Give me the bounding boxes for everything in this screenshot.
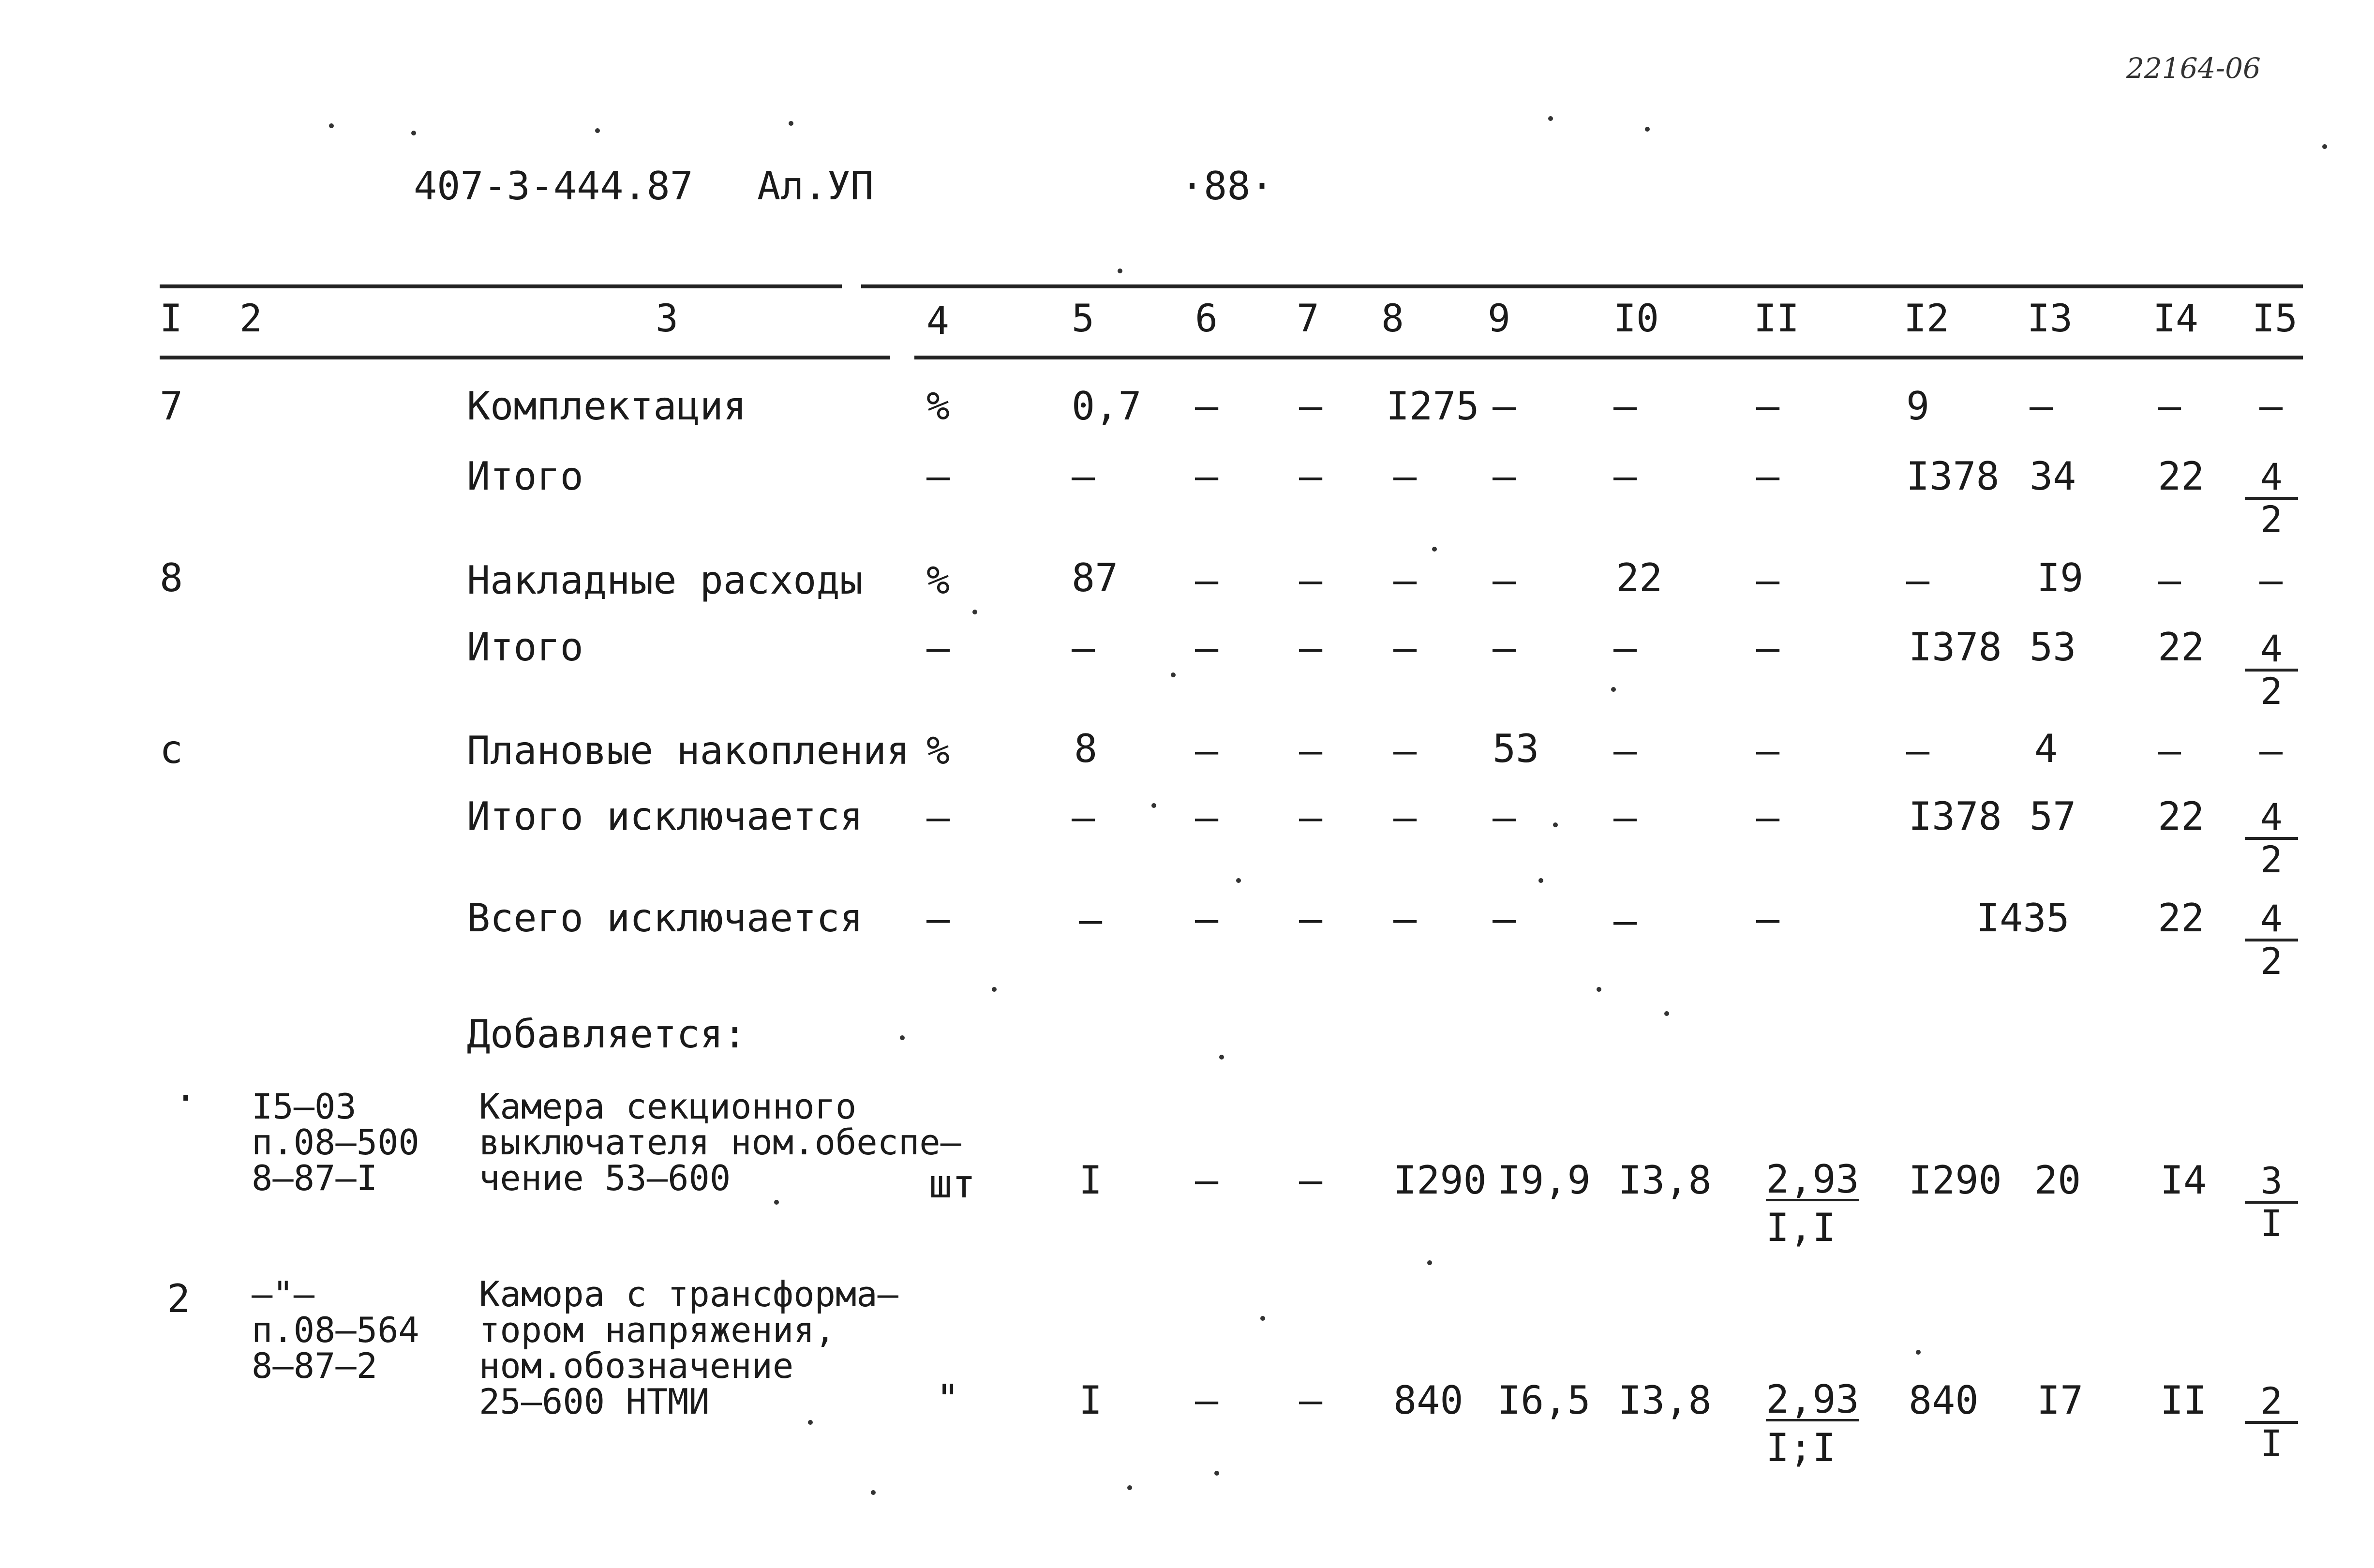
col11-value: – <box>1756 384 1780 429</box>
col6-value: – <box>1195 384 1219 429</box>
col13-value: 4 <box>2034 726 2058 771</box>
item-name: Плановые накопления <box>467 728 910 773</box>
fraction-denominator: 2 <box>2260 498 2283 541</box>
header-top-rule-right <box>861 284 2303 288</box>
fraction-denominator: 2 <box>2260 940 2283 983</box>
col7-value: – <box>1299 558 1323 603</box>
scan-speck <box>595 128 600 133</box>
col13-value: 20 <box>2034 1158 2081 1203</box>
col15-value: – <box>2259 728 2283 773</box>
scan-speck <box>1916 1350 1921 1355</box>
scan-speck <box>900 1035 905 1040</box>
col-header-13: I3 <box>2027 297 2073 341</box>
document-code: 407-3-444.87 <box>414 164 693 209</box>
col5-value: – <box>1079 897 1103 942</box>
price-code-line-2: п.08–500 <box>252 1122 419 1163</box>
col-header-10: I0 <box>1613 297 1659 341</box>
col5-value: – <box>1072 626 1095 671</box>
section-heading: Добавляется: <box>467 1012 747 1057</box>
fraction-numerator: 4 <box>2245 629 2298 672</box>
col7-value: – <box>1299 454 1323 499</box>
price-code-line-2: п.08–564 <box>252 1310 419 1350</box>
col10-value: – <box>1613 384 1637 429</box>
fraction-denominator: 2 <box>2260 838 2283 881</box>
col5-value: 87 <box>1072 555 1119 600</box>
scan-speck <box>2322 144 2327 149</box>
col10-value: – <box>1613 626 1637 671</box>
col11-numerator: 2,93 <box>1766 1157 1859 1202</box>
fraction-numerator: 3 <box>2245 1161 2298 1204</box>
scan-speck <box>1236 878 1241 883</box>
price-code-line-3: 8–87–2 <box>252 1345 378 1386</box>
col7-value: – <box>1299 384 1323 429</box>
col-header-8: 8 <box>1381 297 1404 341</box>
col6-value: – <box>1195 795 1219 840</box>
col13-value: I7 <box>2037 1378 2084 1423</box>
col12-value: I378 <box>1909 794 2002 839</box>
col5-value: I <box>1079 1378 1103 1423</box>
col12-value: 9 <box>1906 384 1930 429</box>
row-number: с <box>160 727 183 772</box>
row-number: 7 <box>160 384 183 429</box>
scan-speck <box>992 987 997 992</box>
row-number: · <box>174 1075 198 1120</box>
col8-value: – <box>1393 454 1417 499</box>
item-name-line-1: Камера секционного <box>479 1086 857 1127</box>
row-number: 8 <box>160 555 183 600</box>
col13-value: 57 <box>2030 794 2076 839</box>
col14-value: 22 <box>2158 896 2205 941</box>
scan-speck <box>1548 116 1553 121</box>
col9-value: I9,9 <box>1497 1158 1591 1203</box>
col8-value: – <box>1393 626 1417 671</box>
scan-speck <box>411 131 416 135</box>
col-header-5: 5 <box>1072 297 1094 341</box>
col9-value: – <box>1493 558 1516 603</box>
col8-value: – <box>1393 795 1417 840</box>
scan-speck <box>1664 1011 1669 1016</box>
col15-value: – <box>2259 558 2283 603</box>
col14-value: – <box>2158 558 2181 603</box>
col10-value: I3,8 <box>1618 1378 1712 1423</box>
unit-ditto: " <box>936 1376 960 1421</box>
col15-fraction <box>2245 797 2298 880</box>
scan-speck <box>1538 878 1543 883</box>
col-header-2: 2 <box>239 297 262 341</box>
col11-value: – <box>1756 454 1780 499</box>
item-name-line-3: ном.обозначение <box>479 1345 794 1386</box>
col9-value: – <box>1493 454 1516 499</box>
col15-value: – <box>2259 384 2283 429</box>
scan-speck <box>1171 672 1176 677</box>
col6-value: – <box>1195 1378 1219 1423</box>
scan-speck <box>1553 822 1558 827</box>
col6-value: – <box>1195 558 1219 603</box>
row-number: 2 <box>167 1276 191 1321</box>
unit: – <box>926 896 950 941</box>
col14-value: II <box>2160 1378 2207 1423</box>
col11-value: – <box>1756 626 1780 671</box>
unit: – <box>926 626 950 671</box>
col11-value: – <box>1756 558 1780 603</box>
price-code-line-1: –"– <box>252 1274 315 1314</box>
col8-value: I275 <box>1386 384 1479 429</box>
price-code-line-3: 8–87–I <box>252 1158 378 1198</box>
scan-speck <box>1427 1260 1432 1265</box>
col7-value: – <box>1299 896 1323 941</box>
col7-value: – <box>1299 795 1323 840</box>
scan-speck <box>808 1420 813 1425</box>
col15-fraction <box>2245 629 2298 711</box>
col-header-12: I2 <box>1904 297 1949 341</box>
scan-speck <box>1127 1485 1132 1490</box>
unit: % <box>926 558 950 603</box>
unit: % <box>926 728 950 773</box>
col-header-9: 9 <box>1488 297 1510 341</box>
col11-value: – <box>1756 728 1780 773</box>
col9-value: 53 <box>1493 726 1539 771</box>
col6-value: – <box>1195 1158 1219 1203</box>
col9-value: – <box>1493 384 1516 429</box>
col6-value: – <box>1195 896 1219 941</box>
scan-speck <box>972 610 977 614</box>
col10-value: 22 <box>1616 555 1663 600</box>
col-header-11: II <box>1754 297 1799 341</box>
col-header-15: I5 <box>2252 297 2298 341</box>
col12-value: I378 <box>1909 625 2002 670</box>
item-name-line-4: 25–600 НТМИ <box>479 1381 710 1422</box>
col-header-7: 7 <box>1297 297 1319 341</box>
fraction-numerator: 4 <box>2245 457 2298 500</box>
fraction-denominator: 2 <box>2260 670 2283 713</box>
scan-speck <box>1219 1055 1224 1060</box>
col12-value: 840 <box>1909 1378 1979 1423</box>
col-header-4: 4 <box>926 299 949 343</box>
col10-value: – <box>1613 795 1637 840</box>
col14-value: 22 <box>2158 625 2205 670</box>
col15-fraction <box>2245 899 2298 981</box>
col13-value: – <box>2030 384 2053 429</box>
scan-speck <box>789 121 793 126</box>
fraction-denominator: I <box>2260 1422 2283 1465</box>
col5-value: I <box>1079 1158 1103 1203</box>
col12-value: I378 <box>1906 454 2000 499</box>
fraction-numerator: 2 <box>2245 1381 2298 1424</box>
col-header-6: 6 <box>1195 297 1218 341</box>
col9-value: – <box>1493 626 1516 671</box>
col8-value: – <box>1393 728 1417 773</box>
col10-value: – <box>1613 898 1637 943</box>
scan-speck <box>1214 1471 1219 1476</box>
unit: – <box>926 454 950 499</box>
col7-value: – <box>1299 626 1323 671</box>
col12-value: – <box>1906 558 1930 603</box>
col14-value: – <box>2158 728 2181 773</box>
col14-value: 22 <box>2158 454 2205 499</box>
col-header-3: 3 <box>656 297 678 341</box>
col6-value: – <box>1195 626 1219 671</box>
col8-value: 840 <box>1393 1378 1463 1423</box>
header-top-rule-left <box>160 284 842 288</box>
fraction-numerator: 4 <box>2245 899 2298 941</box>
col14-value: I4 <box>2160 1158 2207 1203</box>
col7-value: – <box>1299 1378 1323 1423</box>
col11-numerator: 2,93 <box>1766 1377 1859 1422</box>
item-name: Итого <box>467 454 583 499</box>
col11-value: – <box>1756 896 1780 941</box>
col-header-1: I <box>160 297 182 341</box>
col12-value: – <box>1906 728 1930 773</box>
scan-speck <box>1151 803 1156 808</box>
col9-value: I6,5 <box>1497 1378 1591 1423</box>
sheet-label: Ал.УП <box>757 164 874 209</box>
col11-denominator: I,I <box>1766 1205 1836 1250</box>
item-name: Всего исключается <box>467 896 863 941</box>
item-name-line-2: тором напряжения, <box>479 1310 836 1350</box>
col5-value: 8 <box>1074 726 1098 771</box>
header-bottom-rule-left <box>160 356 890 359</box>
col13-value: 34 <box>2030 454 2076 499</box>
item-name: Итого <box>467 625 583 670</box>
unit: % <box>926 384 950 429</box>
col8-value: I290 <box>1393 1158 1487 1203</box>
col8-value: – <box>1393 896 1417 941</box>
col11-value: – <box>1756 795 1780 840</box>
col5-value: – <box>1072 795 1095 840</box>
col10-value: I3,8 <box>1618 1158 1712 1203</box>
item-name-line-2: выключателя ном.обеспе– <box>479 1122 961 1163</box>
page-number: ·88· <box>1180 164 1274 209</box>
fraction-numerator: 4 <box>2245 797 2298 840</box>
col13-value: 53 <box>2030 625 2076 670</box>
unit: – <box>926 795 950 840</box>
col5-value: 0,7 <box>1072 384 1142 429</box>
fraction-denominator: I <box>2260 1202 2283 1245</box>
item-name: Комплектация <box>467 384 747 429</box>
item-name: Накладные расходы <box>467 558 863 603</box>
item-name-line-3: чение 53–600 <box>479 1158 731 1198</box>
col10-value: – <box>1613 454 1637 499</box>
scan-speck <box>329 123 334 128</box>
col12-value: I290 <box>1909 1158 2002 1203</box>
unit: шт <box>929 1162 976 1207</box>
col7-value: – <box>1299 728 1323 773</box>
scan-speck <box>1645 127 1650 132</box>
col14-value: 22 <box>2158 794 2205 839</box>
col13-value: I9 <box>2037 555 2084 600</box>
item-name-line-1: Камора с трансформа– <box>479 1274 898 1314</box>
price-code-line-1: I5–03 <box>252 1086 357 1127</box>
col7-value: – <box>1299 1158 1323 1203</box>
scan-speck <box>1597 987 1601 992</box>
col5-value: – <box>1072 454 1095 499</box>
scan-speck <box>1260 1316 1265 1321</box>
col15-fraction <box>2245 1381 2298 1463</box>
scan-speck <box>774 1200 779 1205</box>
col14-value: – <box>2158 384 2181 429</box>
header-bottom-rule-right <box>914 356 2303 359</box>
col11-denominator: I;I <box>1766 1425 1836 1470</box>
scan-speck <box>1611 687 1616 692</box>
col12-13-merged-value: I435 <box>1976 896 2070 941</box>
col9-value: – <box>1493 795 1516 840</box>
col15-fraction <box>2245 1161 2298 1243</box>
col9-value: – <box>1493 896 1516 941</box>
handwritten-reference: 22164-06 <box>2126 52 2261 85</box>
col6-value: – <box>1195 454 1219 499</box>
item-name: Итого исключается <box>467 794 863 839</box>
col-header-14: I4 <box>2153 297 2198 341</box>
col8-value: – <box>1393 558 1417 603</box>
col15-fraction <box>2245 457 2298 539</box>
scan-speck <box>871 1490 876 1495</box>
scan-speck <box>1118 269 1122 273</box>
col10-value: – <box>1613 728 1637 773</box>
col6-value: – <box>1195 728 1219 773</box>
scan-speck <box>1432 547 1437 552</box>
